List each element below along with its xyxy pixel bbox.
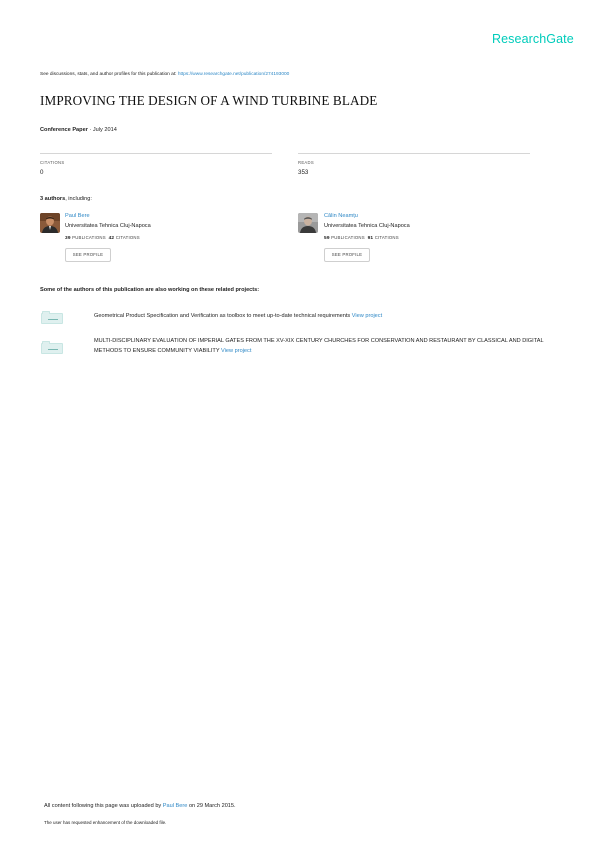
upload-note [44,803,236,809]
citations-label: CITATIONS [40,160,65,165]
project-2-title-line-2-wrap [94,347,554,357]
authors-heading [40,196,92,202]
author-1-institution: Universitatea Tehnica Cluj-Napoca [65,223,151,229]
project-1 [94,312,534,322]
project-2 [94,337,554,356]
reads-value: 353 [298,169,309,176]
authors-count: 3 authors [40,196,66,202]
publication-type: Conference Paper [40,127,88,133]
author-2-institution: Universitatea Tehnica Cluj-Napoca [324,223,410,229]
publication-meta [40,127,117,133]
enhancement-note: The user has requested enhancement of the downloaded file. [44,820,167,825]
project-folder-icon [41,343,63,354]
author-1-name[interactable]: Paul Bere [65,213,90,219]
reads-divider [298,153,530,154]
author-1-citations-label: CITATIONS [115,235,140,240]
upload-note-prefix: All content following this page was uploaded by [44,803,162,809]
author-1-stats [65,235,140,241]
author-2-name[interactable]: Călin Neamțu [324,213,358,219]
avatar-image [40,213,60,233]
author-2-citations-label: CITATIONS [374,235,399,240]
author-1-publications-label: PUBLICATIONS [72,235,106,240]
author-1-publications-count: 39 [65,236,71,241]
discussion-line [40,72,289,77]
researchgate-logo[interactable]: ResearchGate [492,32,574,46]
project-1-title: Geometrical Product Specification and Verification as toolbox to meet up-to-date technical requirements [94,313,351,319]
author-1-see-profile-button[interactable]: SEE PROFILE [65,248,111,262]
avatar-author-1[interactable] [40,213,60,233]
citations-value: 0 [40,169,44,176]
publication-title: IMPROVING THE DESIGN OF A WIND TURBINE BLADE [40,93,378,108]
discussion-text: See discussions, stats, and author profiles for this publication at: [40,72,177,77]
project-2-title-line-1: MULTI-DISCIPLINARY EVALUATION OF IMPERIAL GATES FROM THE XV-XIX CENTURY CHURCHES FOR CONSERVATION AND RESTAURANT BY CLASSICAL AND DIGITAL [94,338,544,344]
publication-link[interactable]: https://www.researchgate.net/publication/274193000 [177,72,290,77]
uploader-link[interactable]: Paul Bere [162,803,188,809]
reads-label: READS [298,160,314,165]
upload-note-suffix: on 29 March 2015. [188,803,236,809]
project-2-view-link[interactable]: View project [221,347,252,354]
author-2-publications-label: PUBLICATIONS [331,235,365,240]
citations-divider [40,153,272,154]
authors-suffix: , including: [65,196,92,202]
avatar-image [298,213,318,233]
project-2-title-line-2: METHODS TO ENSURE COMMUNITY VIABILITY [94,347,220,354]
avatar-author-2[interactable] [298,213,318,233]
author-1-citations-count: 42 [108,236,115,241]
author-2-publications-count: 59 [324,236,330,241]
project-folder-icon [41,313,63,324]
publication-date: · July 2014 [89,127,117,133]
author-2-see-profile-button[interactable]: SEE PROFILE [324,248,370,262]
project-1-view-link[interactable]: View project [351,313,383,319]
related-projects-heading: Some of the authors of this publication are also working on these related projects: [40,287,260,293]
author-2-citations-count: 91 [367,236,374,241]
author-2-stats [324,235,399,241]
